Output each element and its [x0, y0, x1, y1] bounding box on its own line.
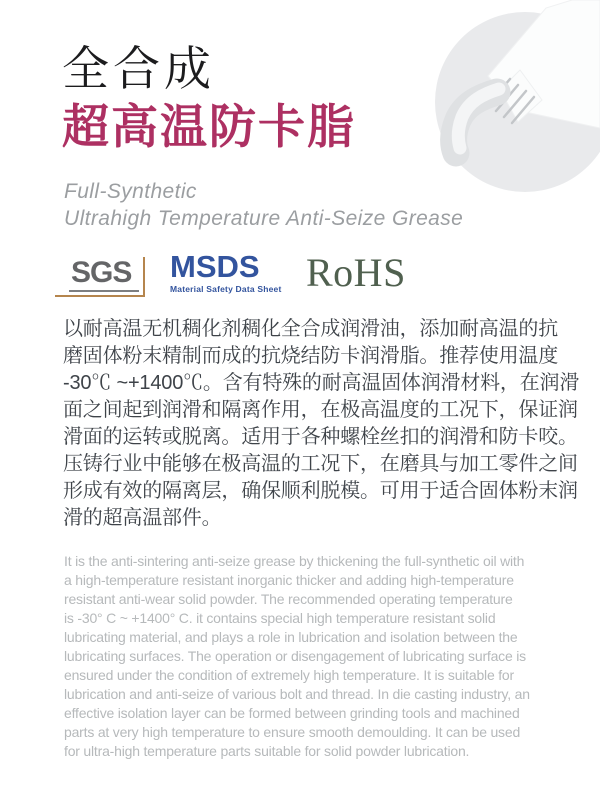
sgs-baseline-rule — [69, 290, 139, 292]
msds-logo-text: MSDS — [170, 249, 260, 284]
msds-logo-tagline: Material Safety Data Sheet — [170, 284, 282, 294]
sgs-accent-bottom-rule — [55, 295, 145, 297]
description-en-line: It is the anti-sintering anti-seize grease by thickening the full-synthetic oil with — [64, 553, 525, 569]
rohs-logo-text: RoHS — [306, 250, 406, 295]
sgs-accent-right-rule — [143, 257, 145, 297]
title-cn-line2: 超高温防卡脂 — [62, 100, 356, 153]
product-tube-image — [400, 0, 600, 230]
description-en-line: lubricating material, and plays a role in lubrication and isolation between the — [64, 629, 518, 645]
description-en-line: effective isolation layer can be formed between grinding tools and machined — [64, 705, 520, 721]
msds-logo — [170, 251, 294, 294]
description-cn-line: 滑面的运转或脱离。适用于各种螺栓丝扣的润滑和防卡咬。 — [63, 426, 578, 448]
sgs-logo-text: SGS — [71, 256, 132, 289]
sgs-logo — [55, 253, 147, 299]
description-en — [64, 552, 576, 761]
description-cn — [63, 316, 580, 532]
description-en-line: resistant anti-wear solid powder. The recommended operating temperature — [64, 591, 513, 607]
description-cn-line: 以耐高温无机稠化剂稠化全合成润滑油，添加耐高温的抗 — [63, 318, 558, 340]
description-en-line: lubricating surfaces. The operation or disengagement of lubricating surface is — [64, 648, 526, 664]
description-en-line: for ultra-high temperature parts suitable for solid powder lubrication. — [64, 743, 470, 759]
description-cn-line: 滑的超高温部件。 — [63, 507, 222, 529]
description-cn-line: 压铸行业中能够在极高温的工况下，在磨具与加工零件之间 — [63, 453, 578, 475]
description-cn-line: -30℃ ~+1400℃。含有特殊的耐高温固体润滑材料，在润滑 — [63, 372, 580, 394]
description-cn-line: 磨固体粉末精制而成的抗烧结防卡润滑脂。推荐使用温度 — [63, 345, 558, 367]
description-en-line: a high-temperature resistant inorganic thicker and adding high-temperature — [64, 572, 514, 588]
description-cn-line: 形成有效的隔离层，确保顺利脱模。可用于适合固体粉末润 — [63, 480, 578, 502]
description-en-line: lubrication and anti-seize of various bolt and thread. In die casting industry, an — [64, 686, 530, 702]
rohs-logo — [306, 250, 406, 296]
subtitle-en-line1: Full-Synthetic — [64, 180, 197, 203]
description-en-line: is -30° C ~ +1400° C. it contains special high temperature resistant solid — [64, 610, 496, 626]
description-en-line: parts at very high temperature to ensure smooth demoulding. It can be used — [64, 724, 521, 740]
description-en-line: ensured under the condition of extremely high temperature. It is suitable for — [64, 667, 514, 683]
description-cn-line: 面之间起到润滑和隔离作用，在极高温度的工况下，保证润 — [63, 399, 578, 421]
title-cn-line1: 全合成 — [62, 42, 215, 95]
subtitle-en-line2: Ultrahigh Temperature Anti-Seize Grease — [64, 207, 464, 230]
